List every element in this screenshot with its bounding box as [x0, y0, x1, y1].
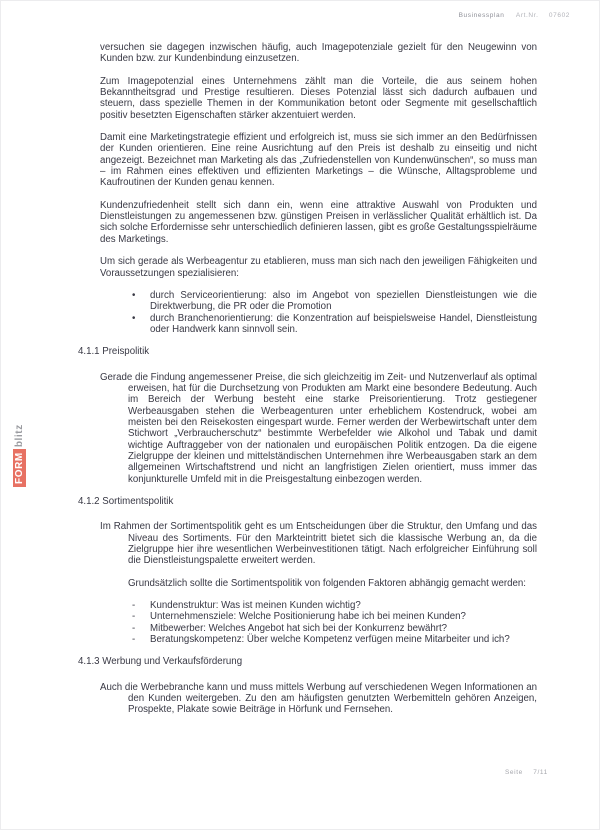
paragraph: Zum Imagepotenzial eines Unternehmens zählt man die Vorteile, die aus seinem hohen Bekanntheitsgrad und Prestige resultieren. Dieses Potenzial lässt sich dadurch aufbauen und steuern, dass spezielle Themen in der Kommunikation betont oder Segmente mit gesellschaftlich positiv besetzten Eigenschaften stärker akzentuiert werden.	[100, 75, 537, 121]
page-number-value: 7/11	[533, 769, 548, 776]
list-item-text: Unternehmensziele: Welche Positionierung habe ich bei meinen Kunden?	[150, 611, 466, 623]
list-item-text: Mitbewerber: Welches Angebot hat sich bei der Konkurrenz bewährt?	[150, 622, 448, 634]
list-item	[100, 623, 537, 634]
paragraph: Auch die Werbebranche kann und muss mittels Werbung auf verschiedenen Wegen Informationen an den Kunden weitergeben. Zu den am häufigsten genutzten Werbemitteln gehören Anzeigen, Prospekte, Plakate sowie Beiträge in Hörfunk und Fernsehen.	[100, 681, 537, 716]
list-item-text: Kundenstruktur: Was ist meinen Kunden wichtig?	[150, 600, 361, 612]
section-heading: 4.1.2 Sortimentspolitik	[78, 496, 174, 507]
list-marker: •	[132, 289, 136, 301]
page-number-label: Seite	[505, 769, 523, 776]
list-item	[100, 600, 537, 611]
article-number-label: Art.Nr.	[515, 12, 539, 19]
list-marker: -	[132, 611, 136, 623]
section-heading: 4.1.3 Werbung und Verkaufsförderung	[78, 656, 243, 668]
section-heading: 4.1.1 Preispolitik	[78, 346, 150, 358]
paragraph: Damit eine Marketingstrategie effizient und erfolgreich ist, muss sie sich immer an den Bedürfnissen der Kunden orientieren. Eine reine Ausrichtung auf den Preis ist deshalb zu einseitig und nicht angezeigt. Bezeichnet man Marketing als das „Zufriedenstellen von Kundenwünschen“, so muss man – im Rahmen eines effektiven und effizienten Marketings – die Wünsche, Alltagsprobleme und Kaufroutinen der Kunden genau kennen.	[100, 132, 537, 189]
page-header	[459, 12, 570, 19]
logo-form-text: FORM	[13, 449, 26, 487]
list-item	[100, 290, 537, 313]
article-number-value: 07602	[548, 12, 570, 19]
paragraph: Gerade die Findung angemessener Preise, die sich gleichzeitig im Zeit- und Nutzenverlauf als optimal erweisen, hat für die Durchsetzung von Produkten am Markt eine besondere Bedeutung. Auch im Bereich der Werbung besteht eine starke Preisorientierung. Trotz gestiegener Werbeausgaben stehen die Werbeagenturen unter erheblichem Kostendruck, wobei am meisten bei den Reisekosten eingespart wurde. Ferner werden der Werbewirtschaft unter dem Stichwort „Verbraucherschutz“ bestimmte Werbefelder wie Alkohol und Tabak und damit wichtige Auftraggeber von der nationalen und europäischen Politik entzogen. Da die eigene Zielgruppe der kleinen und mittelständischen Unternehmen ihre Werbeausgaben stark an dem allgemeinen Wirtschaftstrend und nicht an langfristigen Zielen orientiert, muss immer das konjunkturelle Umfeld mit in die Preisgestaltung einbezogen werden.	[100, 371, 537, 485]
list-marker: -	[132, 634, 136, 646]
list-marker: •	[132, 312, 136, 324]
dash-list	[100, 600, 537, 645]
list-item-text: Beratungskompetenz: Über welche Kompetenz verfügen meine Mitarbeiter und ich?	[150, 634, 510, 646]
formblitz-logo	[13, 424, 26, 487]
paragraph: Im Rahmen der Sortimentspolitik geht es um Entscheidungen über die Struktur, den Umfang und das Niveau des Sortiments. Für den Markteintritt bietet sich die klassische Werbung an, da die Zielgruppe hier ihre wesentlichen Werbeinvestitionen tätigt. Nach erfolgreicher Einführung soll die Dienstleistungspalette erweitert werden.	[100, 521, 537, 567]
list-item	[100, 313, 537, 336]
document-title: Businessplan	[458, 12, 505, 19]
list-item	[100, 634, 537, 645]
logo-blitz-text: blitz	[14, 424, 25, 448]
document-body	[78, 42, 537, 727]
paragraph: versuchen sie dagegen inzwischen häufig, auch Imagepotenziale gezielt für den Neugewinn von Kunden bzw. zur Kundenbindung einzusetzen.	[100, 42, 537, 65]
list-marker: -	[132, 622, 136, 634]
bullet-list	[100, 290, 537, 335]
page-footer	[505, 769, 548, 776]
paragraph: Kundenzufriedenheit stellt sich dann ein, wenn eine attraktive Auswahl von Produkten und Dienstleistungen zu angemessenen bzw. günstigen Preisen in verlässlicher Qualität erhältlich ist. Da sich solche Erfordernisse sehr unterschiedlich definieren lassen, gibt es große Gestaltungsspielräume des Marketings.	[100, 199, 537, 245]
list-item-text: durch Serviceorientierung: also im Angebot von speziellen Dienstleistungen wie die Direktwerbung, die PR oder die Promotion	[150, 289, 537, 313]
list-item-text: durch Branchenorientierung: die Konzentration auf beispielsweise Handel, Dienstleistung oder Handwerk kann sinnvoll sein.	[150, 312, 537, 335]
list-marker: -	[132, 600, 136, 612]
paragraph: Grundsätzlich sollte die Sortimentspolitik von folgenden Faktoren abhängig gemacht werden:	[128, 577, 526, 589]
paragraph: Um sich gerade als Werbeagentur zu etablieren, muss man sich nach den jeweiligen Fähigkeiten und Voraussetzungen spezialisieren:	[100, 256, 537, 279]
list-item	[100, 611, 537, 622]
